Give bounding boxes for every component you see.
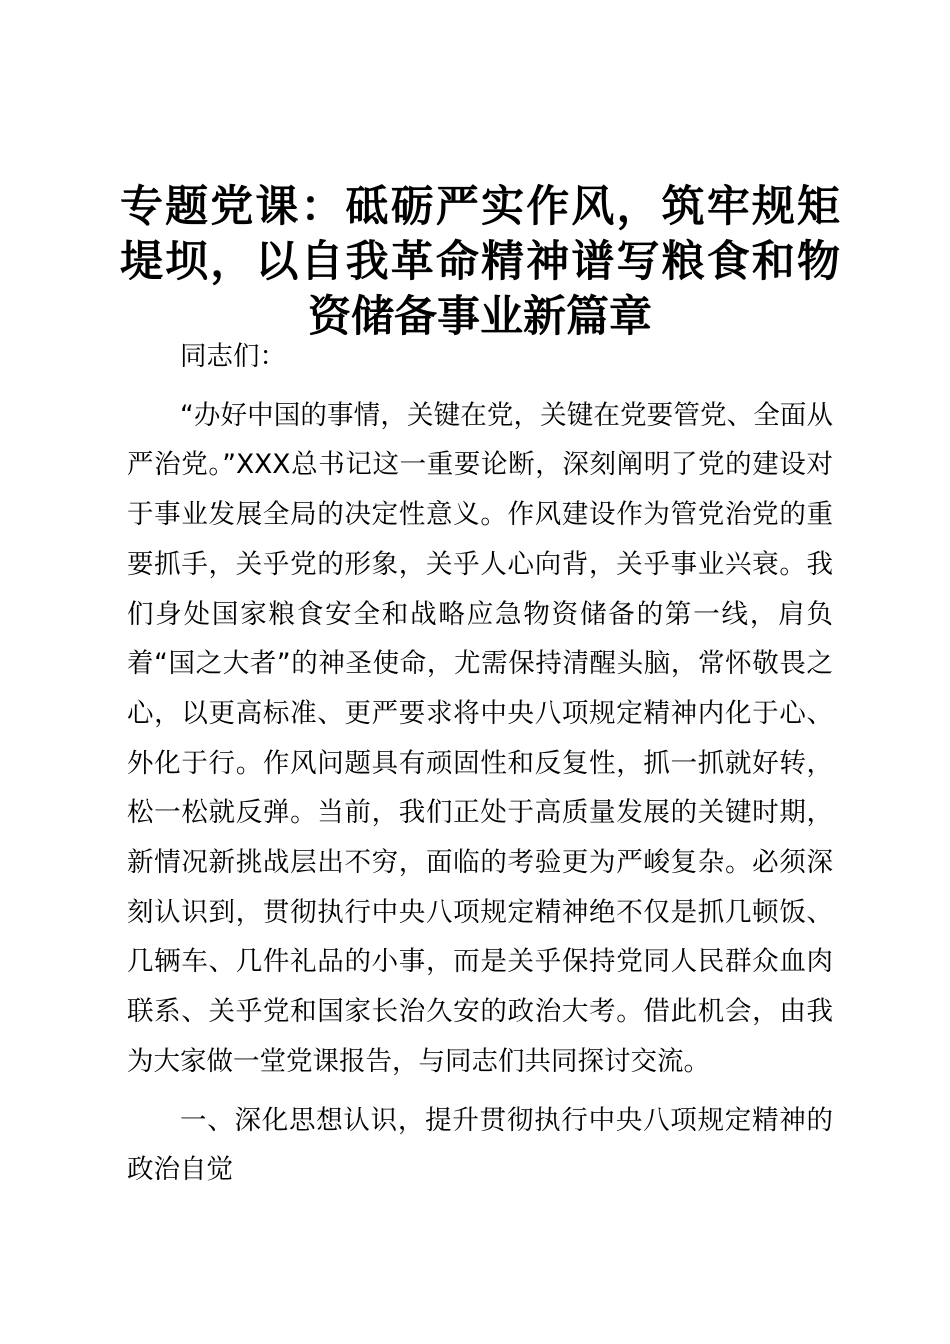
greeting: 同志们： <box>180 341 286 372</box>
section-heading: 一、深化思想认识，提升贯彻执行中央八项规定精神的政治自觉 <box>127 1104 833 1186</box>
document-title: 专题党课：砥砺严实作风，筑牢规矩堤坝，以自我革命精神谱写粮食和物资储备事业新篇章 <box>120 182 840 342</box>
paragraph: “办好中国的事情，关键在党，关键在党要管党、全面从严治党。”XXX总书记这一重要论断，深刻阐明了党的建设对于事业发展全局的决定性意义。作风建设作为管党治党的重要抓手，关乎党的形象，关乎人心向背，关乎事业兴衰。我们身处国家粮食安全和战略应急物资储备的第一线，肩负着“国之大者”的神圣使命，尤需保持清醒头脑，常怀敬畏之心，以更高标准、更严要求将中央八项规定精神内化于心、外化于行。作风问题具有顽固性和反复性，抓一抓就好转，松一松就反弹。当前，我们正处于高质量发展的关键时期，新情况新挑战层出不穷，面临的考验更为严峻复杂。必须深刻认识到，贯彻执行中央八项规定精神绝不仅是抓几顿饭、几辆车、几件礼品的小事，而是关乎保持党同人民群众血肉联系、关乎党和国家长治久安的政治大考。借此机会，由我为大家做一堂党课报告，与同志们共同探讨交流。 <box>127 399 833 1077</box>
document-body <box>127 332 833 1204</box>
